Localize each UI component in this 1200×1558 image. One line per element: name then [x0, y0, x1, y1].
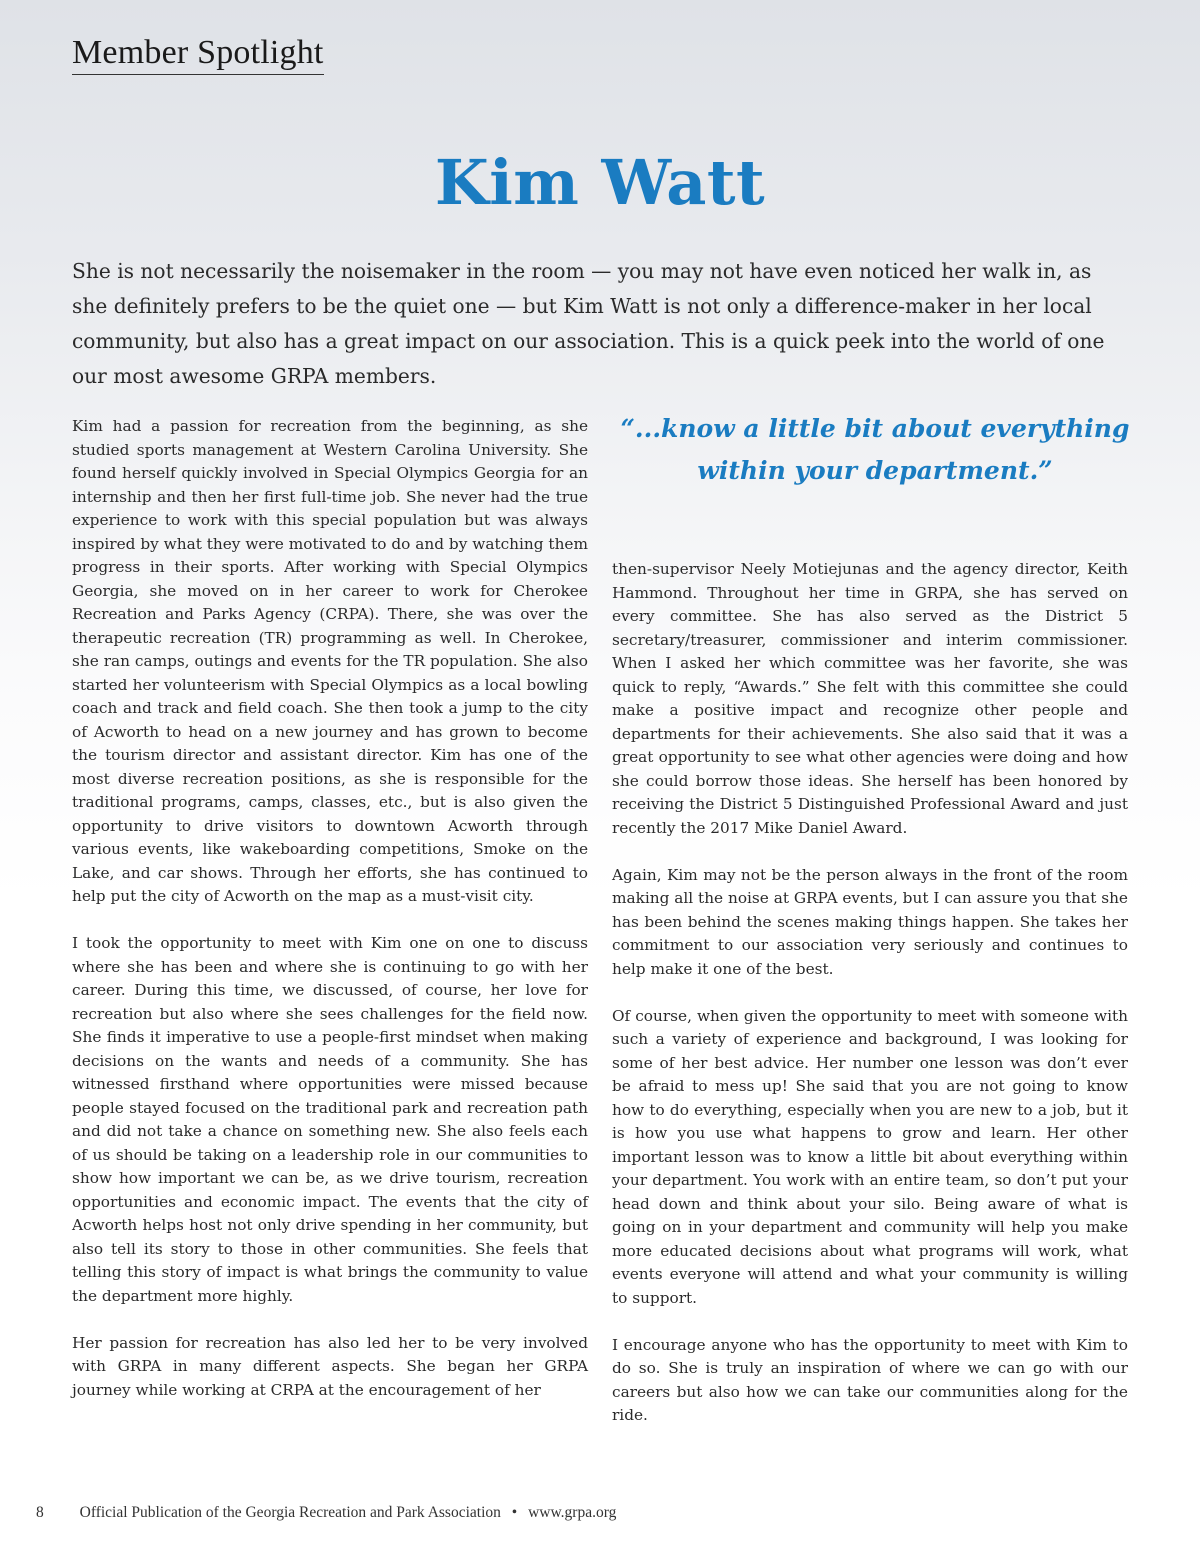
right-column [612, 558, 1128, 1428]
body-paragraph: Of course, when given the opportunity to meet with someone with such a variety of experience and background, I was looking for some of her best advice. Her number one lesson was don’t ever be afraid to mess up! She said that you are not going to know how to do everything, especially when you are new to a job, but it is how you use what happens to grow and learn. Her other important lesson was to know a little bit about everything within your department. You work with an entire team, so don’t put your head down and think about your silo. Being aware of what is going on in your department and community will help you make more educated decisions about what programs will work, what events everyone will attend and what your community is willing to support. [612, 1006, 1128, 1307]
left-column [72, 415, 588, 1402]
article-title: Kim Watt [434, 146, 766, 219]
pull-quote: “...know a little bit about everything within your department.” [620, 414, 1130, 485]
body-paragraph: I took the opportunity to meet with Kim one on one to discuss where she has been and where she is continuing to go with her career. During this time, we discussed, of course, her love for recreation but also where she sees challenges for the field now. She finds it imperative to use a people-first mindset when making decisions on the wants and needs of a community. She has witnessed firsthand where opportunities were missed because people stayed focused on the traditional park and recreation path and did not take a chance on something new. She also feels each of us should be taking on a leadership role in our communities to show how important we can be, as we drive tourism, recreation opportunities and economic impact. The events that the city of Acworth helps host not only drive spending in her community, but also tell its story to those in other communities. She feels that telling this story of impact is what brings the community to value the department more highly. [72, 934, 588, 1305]
publication-name: Official Publication of the Georgia Recreation and Park Association [79, 1504, 501, 1521]
body-paragraph: Kim had a passion for recreation from the beginning, as she studied sports management at Western Carolina University. She found herself quickly involved in Special Olympics Georgia for an internship and then her first full-time job. She never had the true experience to work with this special population but was always inspired by what they were motivated to do and by watching them progress in their sports. After working with Special Olympics Georgia, she moved on in her career to work for Cherokee Recreation and Parks Agency (CRPA). There, she was over the therapeutic recreation (TR) programming as well. In Cherokee, she ran camps, outings and events for the TR population. She also started her volunteerism with Special Olympics as a local bowling coach and track and field coach. She then took a jump to the city of Acworth to head on a new journey and has grown to become the tourism director and assistant director. Kim has one of the most diverse recreation positions, as she is responsible for the traditional programs, camps, classes, etc., but is also given the opportunity to drive visitors to downtown Acworth through various events, like wakeboarding competitions, Smoke on the Lake, and car shows. Through her efforts, she has continued to help put the city of Acworth on the map as a must-visit city. [72, 417, 588, 905]
body-paragraph: Again, Kim may not be the person always in the front of the room making all the noise at GRPA events, but I can assure you that she has been behind the scenes making things happen. She takes her commitment to our association very seriously and continues to help make it one of the best. [612, 865, 1128, 978]
section-label: Member Spotlight [72, 34, 324, 75]
website-link[interactable]: www.grpa.org [528, 1504, 617, 1521]
page-number: 8 [36, 1504, 44, 1521]
intro-paragraph: She is not necessarily the noisemaker in the room — you may not have even noticed her walk in, as she definitely prefers to be the quiet one — but Kim Watt is not only a difference-maker in her local community, but also has a great impact on our association. This is a quick peek into the world of one our most awesome GRPA members. [72, 259, 1105, 388]
page-footer [36, 1504, 616, 1522]
footer-separator: • [511, 1504, 518, 1521]
body-paragraph: then-supervisor Neely Motiejunas and the agency director, Keith Hammond. Throughout her time in GRPA, she has served on every committee. She has also served as the District 5 secretary/treasurer, commissioner and interim commissioner. When I asked her which committee was her favorite, she was quick to reply, “Awards.” She felt with this committee she could make a positive impact and recognize other people and departments for their achievements. She also said that it was a great opportunity to see what other agencies were doing and how she could borrow those ideas. She herself has been honored by receiving the District 5 Distinguished Professional Award and just recently the 2017 Mike Daniel Award. [612, 560, 1128, 837]
body-paragraph: Her passion for recreation has also led her to be very involved with GRPA in many different aspects. She began her GRPA journey while working at CRPA at the encouragement of her [72, 1333, 588, 1399]
body-paragraph: I encourage anyone who has the opportunity to meet with Kim to do so. She is truly an inspiration of where we can go with our careers but also how we can take our communities along for the ride. [612, 1335, 1128, 1424]
